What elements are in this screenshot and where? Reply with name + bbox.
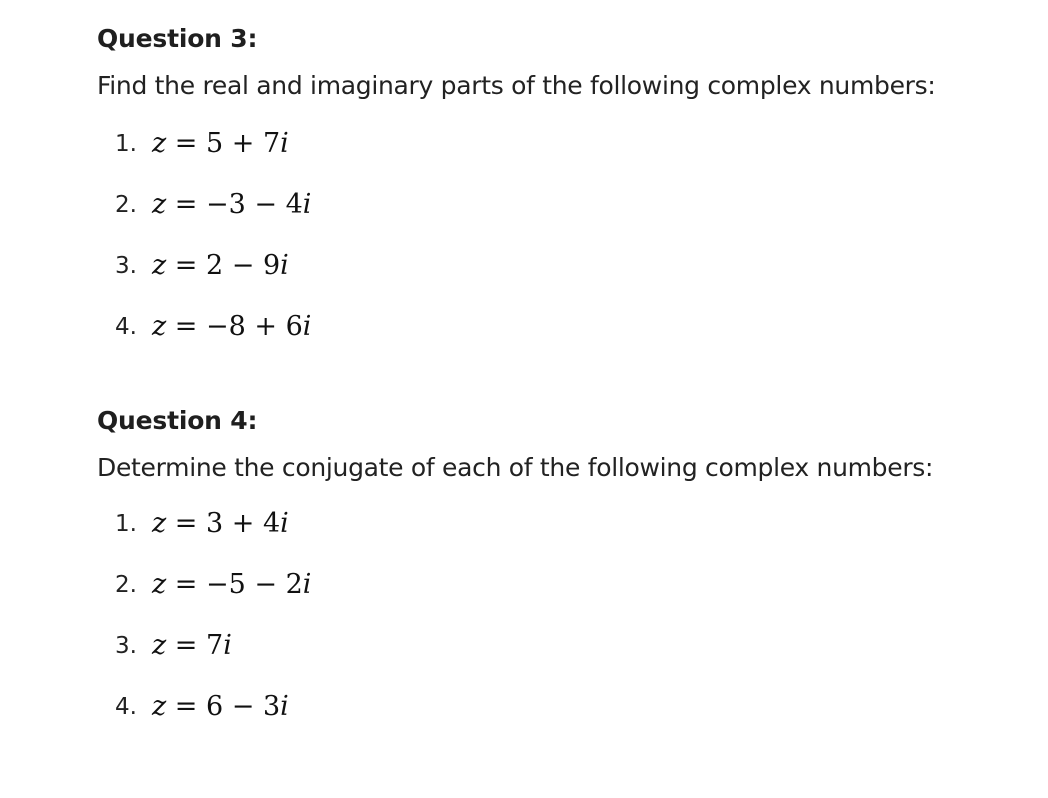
list-item bbox=[97, 249, 997, 310]
list-item bbox=[97, 690, 997, 751]
question-prompt: Determine the conjugate of each of the following complex numbers: bbox=[97, 453, 934, 482]
question-list bbox=[97, 507, 997, 751]
question-3 bbox=[97, 22, 997, 371]
complex-expression: 𝑧 = −3 − 4𝑖 bbox=[152, 189, 312, 220]
complex-expression: 𝑧 = 7𝑖 bbox=[152, 630, 232, 661]
complex-expression: 𝑧 = −5 − 2𝑖 bbox=[152, 569, 312, 600]
list-item bbox=[97, 188, 997, 249]
list-item bbox=[97, 310, 997, 371]
item-number: 2. bbox=[115, 192, 137, 218]
complex-expression: 𝑧 = 3 + 4𝑖 bbox=[152, 508, 289, 539]
item-number: 4. bbox=[115, 694, 137, 720]
item-number: 3. bbox=[115, 633, 137, 659]
list-item bbox=[97, 127, 997, 188]
item-number: 4. bbox=[115, 314, 137, 340]
list-item bbox=[97, 629, 997, 690]
item-number: 3. bbox=[115, 253, 137, 279]
item-number: 2. bbox=[115, 572, 137, 598]
question-list bbox=[97, 127, 997, 371]
item-number: 1. bbox=[115, 131, 137, 157]
question-prompt: Find the real and imaginary parts of the following complex numbers: bbox=[97, 71, 936, 100]
question-4 bbox=[97, 404, 997, 751]
complex-expression: 𝑧 = 5 + 7𝑖 bbox=[152, 128, 289, 159]
question-title: Question 4: bbox=[97, 406, 258, 435]
list-item bbox=[97, 507, 997, 568]
complex-expression: 𝑧 = 2 − 9𝑖 bbox=[152, 250, 289, 281]
complex-expression: 𝑧 = 6 − 3𝑖 bbox=[152, 691, 289, 722]
list-item bbox=[97, 568, 997, 629]
question-title: Question 3: bbox=[97, 24, 258, 53]
complex-expression: 𝑧 = −8 + 6𝑖 bbox=[152, 311, 312, 342]
item-number: 1. bbox=[115, 511, 137, 537]
